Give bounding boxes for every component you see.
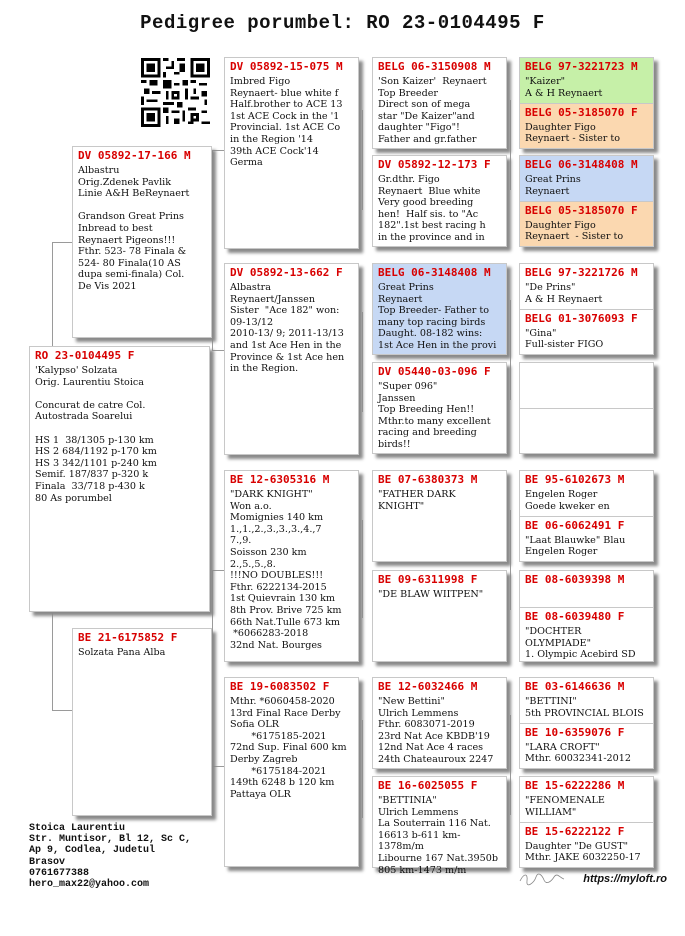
gen4-pigeon [520,103,653,149]
pigeon-info: Albastra Reynaert/Janssen Sister "Ace 182" won: 09-13/12 2010-13/ 9; 2011-13/13 and 1st Ace Hen in the Province & 1st Ace hen in the Region. [230,282,345,375]
gen3-card [372,570,507,662]
connector-line [362,110,363,210]
gen4-pigeon [520,723,653,769]
ring-number: BELG 05-3185070 F [525,105,638,119]
pigeon-info: Great Prins Reynaert Top Breeder- Father to many top racing birds Daught. 08-182 wins: 1st Ace Hen in the provi [378,282,497,351]
dam-sire-card [224,470,359,662]
ring-number: BE 03-6146636 M [525,680,625,693]
ring-number: DV 05892-15-075 M [230,60,343,73]
ring-number: BE 15-6222286 M [525,779,625,792]
sire-card [72,146,212,338]
pigeon-info: Daughter "De GUST" Mthr. JAKE 6032250-17 [525,840,641,864]
connector-line [362,520,363,618]
gen4-card [519,57,654,149]
sire-sire-card [224,57,359,249]
pigeon-info: 'Kalypso' Solzata Orig. Laurentiu Stoica Concurat de catre Col. Autostrada Soarelui HS 1 38/1305 p-130 km HS 2 684/1192 p-170 km HS 3 342/1101 p-240 km Semif. 187/837 p-320 k Finala 33/718 p-430 k 80 As porumbel [35,365,157,504]
pigeon-info: Great Prins Reynaert [525,174,581,197]
ring-number: DV 05440-03-096 F [378,365,491,378]
owner-contact: Stoica Laurentiu Str. Muntisor, Bl 12, Sc C, Ap 9, Codlea, Judetul Brasov 0761677388 hero_max22@yahoo.com [29,823,192,891]
ring-number: BE 09-6311998 F [378,573,478,586]
pigeon-info: "New Bettini" Ulrich Lemmens Fthr. 6083071-2019 23rd Nat Ace KBDB'19 12nd Nat Ace 4 races 24th Chateauroux 2247 [378,696,494,765]
pigeon-info: "Kaizer" A & H Reynaert [525,76,603,99]
subject-card [29,346,210,612]
qr-code-icon [141,58,210,127]
pigeon-info: Solzata Pana Alba [78,647,166,658]
gen4-pigeon-empty [520,408,653,454]
gen4-pigeon-empty [520,363,653,408]
gen3-card [372,776,507,876]
pigeon-info: Daughter Figo Reynaert - Sister to [525,121,621,145]
connector-line [212,150,213,350]
gen4-pigeon [520,58,653,103]
website-link[interactable]: https://myloft.ro [583,873,667,885]
ring-number: BE 12-6305316 M [230,473,330,486]
gen3-card [372,155,507,247]
pigeon-info: "De Prins" A & H Reynaert [525,282,603,305]
ring-number: BE 19-6083502 F [230,680,330,693]
pigeon-info: "BETTINIA" Ulrich Lemmens La Souterrain 116 Nat. 16613 b-611 km-1378m/m Libourne 167 Nat.3950b 805 km-1473 m/m [378,795,498,876]
ring-number: BE 08-6039480 F [525,610,625,624]
gen4-pigeon [520,309,653,355]
ring-number: BELG 01-3076093 F [525,311,638,325]
pigeon-info: 'Son Kaizer' Reynaert Top Breeder Direct son of mega star "De Kaizer"and daughter "Figo"! Father and gr.father [378,76,487,145]
gen3-card [372,470,507,562]
gen4-card [519,570,654,662]
ring-number: BELG 06-3150908 M [378,60,491,73]
pigeon-info: "FATHER DARK KNIGHT" [378,489,459,512]
gen4-pigeon [520,516,653,562]
pigeon-info: Mthr. *6060458-2020 13rd Final Race Derby Sofia OLR *6175185-2021 72nd Sup. Final 600 km Derby Zagreb *6175184-2021 149th 6248 b 120 km Pattaya OLR [230,696,347,800]
connector-line [212,766,224,767]
connector-line [212,570,213,766]
gen4-pigeon [520,607,653,661]
ring-number: BELG 97-3221726 M [525,266,638,279]
gen3-card [372,263,507,355]
pigeon-info: "DARK KNIGHT" Won a.o. Momignies 140 km 1.,1.,2.,3.,3.,3.,4.,7 7.,9. Soisson 230 km 2.,5.,5.,8. !!!NO DOUBLES!!! Fthr. 6222134-2015 1st Quievrain 130 km 8th Prov. Brive 725 km 66th Nat.Tulle 673 km *6066283-2018 32nd Nat. Bourges [230,489,342,651]
pigeon-info: "FENOMENALE WILLIAM" [525,795,608,818]
pigeon-info: Albastru Orig.Zdenek Pavlik Linie A&H BeReynaert Grandson Great Prins Inbread to best Reynaert Pigeons!!! Fthr. 523- 78 Finala & 524- 80 Finala(10 AS dupa semi-finala) Col. De Vis 2021 [78,165,190,292]
ring-number: BE 12-6032466 M [378,680,478,693]
gen4-card [519,263,654,355]
gen4-pigeon [520,471,653,516]
pigeon-info: "Super 096" Janssen Top Breeding Hen!! Mthr.to many excellent racing and breeding birds!! [378,381,491,450]
ring-number: DV 05892-13-662 F [230,266,343,279]
connector-line [212,350,224,351]
pigeon-info: "Laat Blauwke" Blau Engelen Roger [525,534,626,558]
gen4-pigeon [520,777,653,822]
pigeon-info: Daughter Figo Reynaert - Sister to [525,219,624,243]
dam-card [72,628,212,816]
connector-line [212,570,224,571]
pigeon-info: Engelen Roger Goede kweker en [525,489,610,512]
gen4-card [519,155,654,247]
pigeon-info: "BETTINI" 5th PROVINCIAL BLOIS [525,696,644,719]
connector-line [510,715,511,815]
gen4-card [519,470,654,562]
gen4-card [519,677,654,769]
connector-line [510,300,511,400]
gen4-pigeon [520,156,653,201]
ring-number: DV 05892-12-173 F [378,158,491,171]
gen3-card [372,362,507,454]
pigeon-info: "DOCHTER OLYMPIADE" 1. Olympic Acebird SD [525,626,636,661]
gen4-pigeon [520,822,653,868]
gen3-card [372,57,507,149]
pigeon-info: "Gina" Full-sister FIGO [525,327,604,351]
connector-line [362,720,363,818]
gen4-card-empty [519,362,654,454]
connector-line [52,242,72,243]
connector-line [52,610,53,710]
gen3-card [372,677,507,769]
page-title: Pedigree porumbel: RO 23-0104495 F [140,12,545,34]
pigeon-info: "DE BLAW WIITPEN" [378,589,484,600]
ring-number: BELG 06-3148408 M [525,158,638,171]
gen4-pigeon [520,264,653,309]
gen4-pigeon [520,678,653,723]
sire-dam-card [224,263,359,455]
pigeon-info: Imbred Figo Reynaert- blue white f Half.brother to ACE 13 1st ACE Cock in the '1 Provincial. 1st ACE Co in the Region '14 39th ACE Cock'14 Germa [230,76,343,169]
connector-line [510,510,511,610]
connector-line [52,242,53,348]
ring-number: BE 21-6175852 F [78,631,178,644]
ring-number: RO 23-0104495 F [35,349,135,362]
connector-line [52,710,72,711]
ring-number: BELG 06-3148408 M [378,266,491,279]
ring-number: BELG 05-3185070 F [525,203,638,217]
pigeon-info: Gr.dthr. Figo Reynaert Blue white Very good breeding hen! Half sis. to "Ac 182".1st best racing h in the province and in [378,174,486,243]
ring-number: BELG 97-3221723 M [525,60,638,73]
ring-number: BE 06-6062491 F [525,518,625,532]
signature-logo-icon [518,869,566,887]
dam-dam-card [224,677,359,867]
ring-number: BE 16-6025055 F [378,779,478,792]
gen4-pigeon [520,571,653,607]
pigeon-info: "LARA CROFT" Mthr. 60032341-2012 [525,741,631,765]
pigeon-info [520,587,653,589]
ring-number: BE 95-6102673 M [525,473,625,486]
ring-number: BE 08-6039398 M [525,573,625,586]
ring-number: BE 15-6222122 F [525,824,625,838]
connector-line [510,100,511,190]
gen4-pigeon [520,201,653,247]
ring-number: DV 05892-17-166 M [78,149,191,162]
connector-line [212,150,224,151]
connector-line [362,312,363,412]
ring-number: BE 07-6380373 M [378,473,478,486]
gen4-card [519,776,654,868]
ring-number: BE 10-6359076 F [525,725,625,739]
